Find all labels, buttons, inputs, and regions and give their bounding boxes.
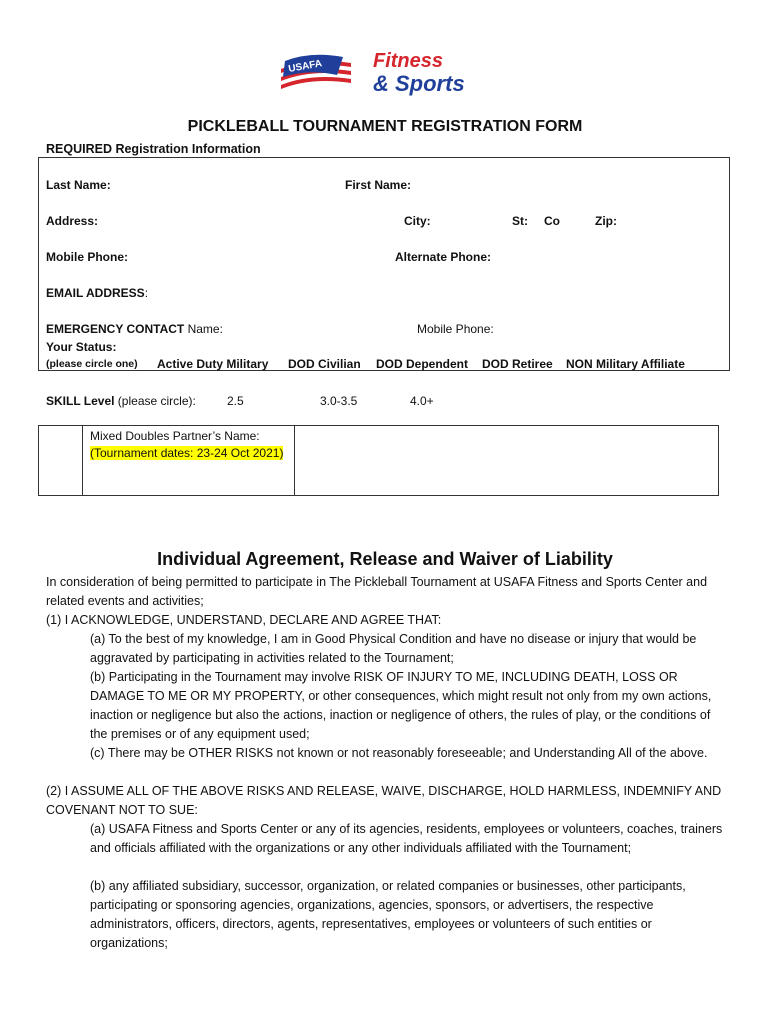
status-option[interactable]: NON Military Affiliate [566, 357, 685, 371]
first-name-label: First Name: [345, 178, 412, 192]
partner-table-cell-empty [38, 425, 83, 496]
waiver-section-2b: (b) any affiliated subsidiary, successor, organization, or related companies or businesses, other participants, participating or sponsoring agencies, organizations, agencies, sponsors, or advertisers, the respective administrators, officers, directors, agents, representatives, employees or volunteers of such entities or organizations; [90, 879, 686, 950]
waiver-intro: In consideration of being permitted to participate in The Pickleball Tournament at USAFA Fitness and Sports Center and related events and activities; [46, 575, 708, 608]
email-label-text: EMAIL ADDRESS [46, 286, 145, 300]
email-label-colon: : [144, 286, 149, 300]
alternate-phone-label: Alternate Phone: [395, 250, 492, 264]
last-name-label: Last Name: [46, 178, 111, 192]
logo-line2-text: & Sports [373, 71, 465, 96]
form-title: PICKLEBALL TOURNAMENT REGISTRATION FORM [187, 118, 583, 135]
status-option[interactable]: DOD Civilian [288, 357, 361, 371]
required-section-header: REQUIRED Registration Information [46, 142, 261, 156]
address-label: Address: [46, 214, 99, 228]
your-status-label: Your Status: [46, 340, 117, 354]
state-label: St: [512, 214, 528, 228]
skill-level-bold: SKILL Level [46, 394, 115, 408]
logo-badge-text: USAFA [287, 58, 323, 75]
logo-graphic [281, 47, 493, 101]
partner-name-label [90, 428, 290, 462]
partner-name-text: Mixed Doubles Partner’s Name: [90, 429, 260, 443]
zip-label: Zip: [595, 214, 617, 228]
skill-level-label [46, 394, 196, 408]
partner-name-input-cell[interactable] [296, 426, 718, 495]
emergency-contact-label [46, 322, 223, 336]
skill-level-rest: (please circle): [114, 394, 196, 408]
waiver-section-1: (1) I ACKNOWLEDGE, UNDERSTAND, DECLARE AND AGREE THAT: [46, 613, 442, 627]
waiver-section-2a: (a) USAFA Fitness and Sports Center or any of its agencies, residents, employees or volunteers, coaches, trainers and officials affiliated with the organizations or any other individuals affiliated with the Tournament; [90, 822, 723, 855]
waiver-section-1b: (b) Participating in the Tournament may involve RISK OF INJURY TO ME, INCLUDING DEATH, LOSS OR DAMAGE TO ME OR MY PROPERTY, or other consequences, which might result not only from my own actions, inaction or negligence but also the actions, inaction or negligence of others, the rules of play, or the conditions of the premises or of any equipment used; [90, 670, 712, 741]
waiver-title: Individual Agreement, Release and Waiver of Liability [157, 549, 613, 569]
status-option[interactable]: DOD Dependent [376, 357, 469, 371]
skill-option[interactable]: 2.5 [227, 394, 244, 408]
skill-option[interactable]: 4.0+ [410, 394, 434, 408]
mobile-phone-label: Mobile Phone: [46, 250, 128, 264]
waiver-section-2: (2) I ASSUME ALL OF THE ABOVE RISKS AND RELEASE, WAIVE, DISCHARGE, HOLD HARMLESS, INDEMNIFY AND COVENANT NOT TO SUE: [46, 784, 722, 817]
emergency-contact-name: Name: [184, 322, 223, 336]
waiver-section-1c: (c) There may be OTHER RISKS not known or not reasonably foreseeable; and Understanding All of the above. [90, 746, 708, 760]
status-option[interactable]: DOD Retiree [482, 357, 553, 371]
please-circle-one: (please circle one) [46, 358, 138, 370]
skill-option[interactable]: 3.0-3.5 [320, 394, 358, 408]
state-value: Co [544, 214, 560, 228]
city-label: City: [404, 214, 431, 228]
tournament-dates-highlight: (Tournament dates: 23-24 Oct 2021) [90, 446, 284, 460]
waiver-section-1a: (a) To the best of my knowledge, I am in Good Physical Condition and have no disease or injury that would be aggravated by participating in activities related to the Tournament; [90, 632, 697, 665]
emergency-contact-bold: EMERGENCY CONTACT [46, 322, 185, 336]
usafa-fitness-sports-logo [281, 47, 493, 101]
logo-line1-text: Fitness [373, 50, 444, 72]
emergency-mobile-label: Mobile Phone: [417, 322, 494, 336]
email-label [46, 286, 148, 300]
status-option[interactable]: Active Duty Military [157, 357, 269, 371]
